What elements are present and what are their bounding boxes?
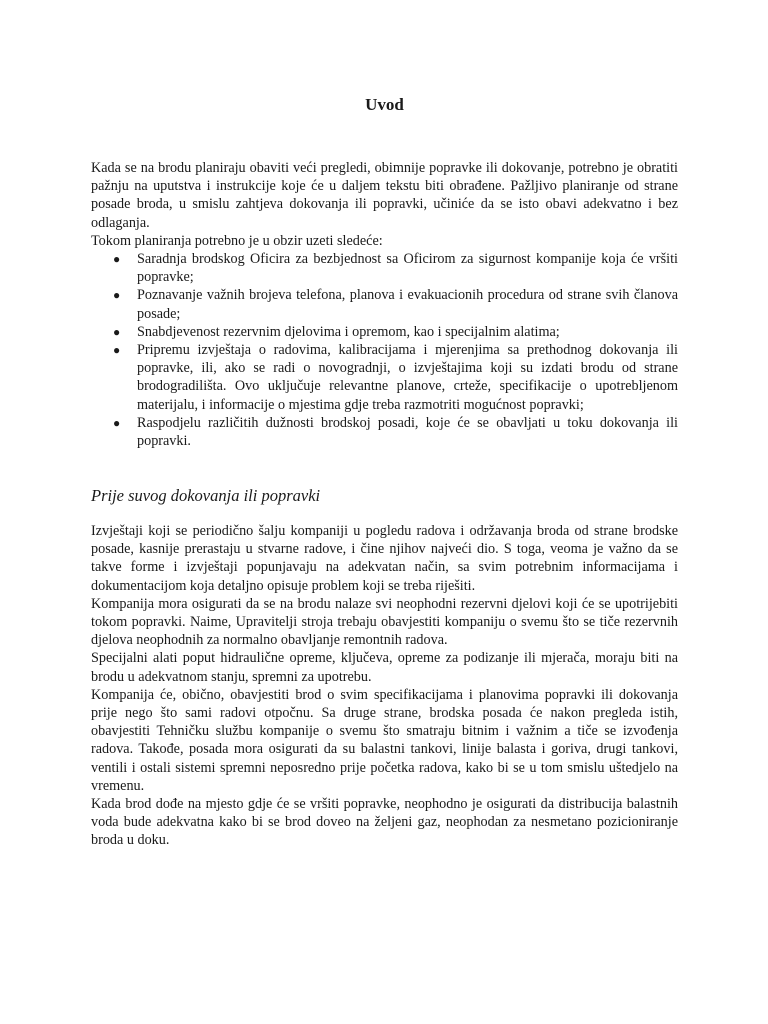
list-item-text: Pripremu izvještaja o radovima, kalibracijama i mjerenjima sa prethodnog dokovanja ili popravke, ili, ako se radi o novogradnji, o izvještajima koji su izdati brodu od strane brodogradilišta. Ovo uključuje relevantne planove, crteže, specifikacije o upotrebljenom materijalu, i informacije o mjestima gdje treba razmotriti mogućnost popravki; <box>137 342 678 413</box>
planning-list <box>91 250 678 450</box>
bullet-icon: ● <box>113 324 121 339</box>
list-item-text: Raspodjelu različitih dužnosti brodskoj posadi, koje će se obavljati u toku dokovanja ili popravki. <box>137 414 678 450</box>
bullet-icon: ● <box>113 343 121 358</box>
section-heading: Prije suvog dokovanja ili popravki <box>91 486 321 505</box>
bullet-icon: ● <box>113 252 121 267</box>
list-item-text: Saradnja brodskog Oficira za bezbjednost sa Oficirom za sigurnost kompanije koja će vršiti popravke; <box>137 251 678 286</box>
intro-section <box>91 159 678 450</box>
body-paragraph: Kada brod dođe na mjesto gdje će se vršiti popravke, neophodno je osigurati da distribucija balastnih voda bude adekvatna kako bi se brod doveo na željeni gaz, neophodan za nesmetano pozicioniranje broda u doku. <box>91 796 678 849</box>
list-item <box>113 341 678 414</box>
list-item-text: Snabdjevenost rezervnim djelovima i opremom, kao i specijalnim alatima; <box>137 323 560 340</box>
page-title: Uvod <box>365 95 404 114</box>
list-item <box>113 250 678 286</box>
intro-paragraph: Kada se na brodu planiraju obaviti veći pregledi, obimnije popravke ili dokovanje, potrebno je obratiti pažnju na uputstva i instrukcije koje će u daljem tekstu biti obrađene. Pažljivo planiranje od strane posade broda, u smislu zahtjeva dokovanja ili popravki, učiniće da se isto obavi adekvatno i bez odlaganja. <box>91 160 678 231</box>
body-paragraph: Kompanija mora osigurati da se na brodu nalaze svi neophodni rezervni djelovi koji će se upotrijebiti tokom popravki. Naime, Upravitelji stroja trebaju obavjestiti kompaniju o svemu što se tiče rezervnih djelova neophodnih za normalno obavljanje remontnih radova. <box>91 595 678 649</box>
bullet-icon: ● <box>113 415 121 430</box>
body-paragraph: Kompanija će, obično, obavjestiti brod o svim specifikacijama i planovima popravki ili dokovanja prije nego što sami radovi otpočnu. Sa druge strane, brodska posada će nakon pregleda istih, obavjestiti Tehničku službu kompanije o svemu što smatraju bitnim i važnim a tiče se izvođenja radova. Takođe, posada mora osigurati da su balastni tankovi, linije balasta i goriva, drugi tankovi, ventili i ostali sistemi spremni neposredno prije početka radova, kako bi se u tom smislu uštedjelo na vremenu. <box>91 686 678 794</box>
list-item <box>113 414 678 450</box>
intro-paragraph: Tokom planiranja potrebno je u obzir uzeti sledeće: <box>91 232 383 249</box>
list-item <box>113 323 678 341</box>
list-item-text: Poznavanje važnih brojeva telefona, planova i evakuacionih procedura od strane svih članova posade; <box>137 287 678 322</box>
pre-docking-section <box>91 522 678 850</box>
body-paragraph: Specijalni alati poput hidraulične opreme, ključeva, opreme za podizanje ili mjerača, moraju biti na brodu u adekvatnom stanju, spremni za upotrebu. <box>91 650 678 685</box>
bullet-icon: ● <box>113 288 121 303</box>
body-paragraph: Izvještaji koji se periodično šalju kompaniji u pogledu radova i održavanja broda od strane brodske posade, kasnije prerastaju u stvarne radove, i čine njihov najveći dio. S toga, veoma je važno da se takve forme i izvještaji popunjavaju na adekvatan način, sa svim potrebnim informacijama i dokumentacijom koja detaljno opisuje problem koji se treba riješiti. <box>91 523 678 594</box>
list-item <box>113 286 678 322</box>
